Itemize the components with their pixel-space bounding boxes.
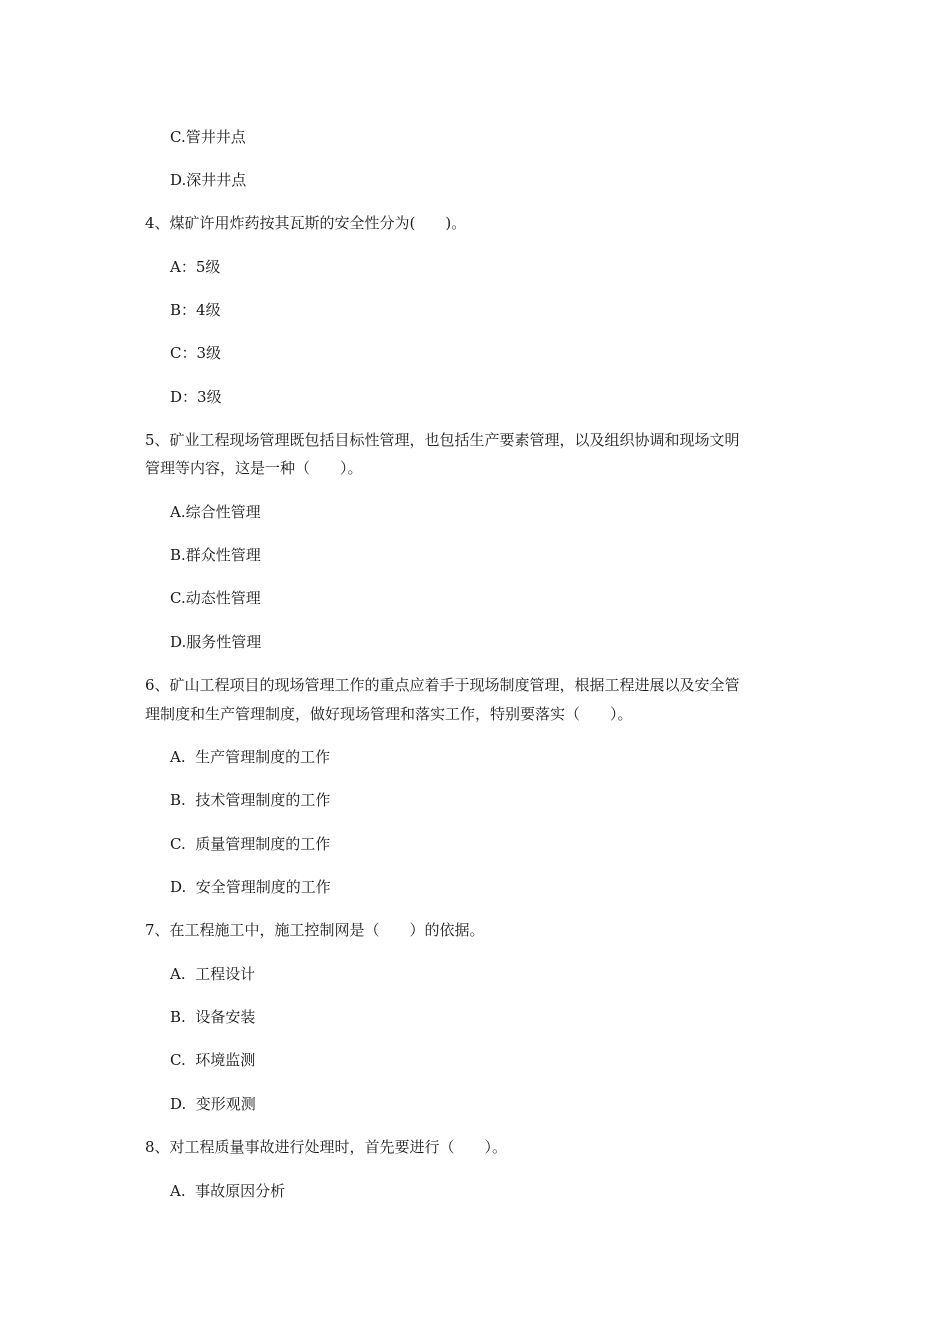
question-4-stem: 4、煤矿许用炸药按其瓦斯的安全性分为( )。 [145, 214, 467, 232]
option-q7-b: B. 设备安装 [170, 1008, 256, 1026]
option-q5-d: D.服务性管理 [170, 633, 262, 651]
option-q7-a: A. 工程设计 [170, 965, 256, 983]
option-q4-d: D：3级 [170, 388, 222, 406]
option-q7-d: D. 变形观测 [170, 1095, 256, 1113]
question-6-stem-line2: 理制度和生产管理制度，做好现场管理和落实工作，特别要落实（ ）。 [145, 705, 633, 723]
option-q6-c: C. 质量管理制度的工作 [170, 835, 331, 853]
option-q3-d: D.深井井点 [170, 171, 247, 189]
option-q5-c: C.动态性管理 [170, 589, 261, 607]
option-q5-b: B.群众性管理 [170, 546, 261, 564]
option-q7-c: C. 环境监测 [170, 1051, 256, 1069]
option-q8-a: A. 事故原因分析 [170, 1182, 286, 1200]
question-6-stem-line1: 6、矿山工程项目的现场管理工作的重点应着手于现场制度管理，根据工程进展以及安全管 [145, 676, 740, 694]
option-q4-b: B：4级 [170, 301, 221, 319]
question-8-stem: 8、对工程质量事故进行处理时，首先要进行（ ）。 [145, 1138, 508, 1156]
option-q4-a: A：5级 [170, 258, 221, 276]
question-7-stem: 7、在工程施工中，施工控制网是（ ）的依据。 [145, 921, 485, 939]
option-q3-c: C.管井井点 [170, 128, 246, 146]
option-q6-b: B. 技术管理制度的工作 [170, 791, 331, 809]
option-q5-a: A.综合性管理 [170, 503, 261, 521]
option-q6-d: D. 安全管理制度的工作 [170, 878, 331, 896]
option-q4-c: C：3级 [170, 344, 222, 362]
option-q6-a: A. 生产管理制度的工作 [170, 748, 331, 766]
question-5-stem-line1: 5、矿业工程现场管理既包括目标性管理，也包括生产要素管理，以及组织协调和现场文明 [145, 431, 740, 449]
question-5-stem-line2: 管理等内容，这是一种（ ）。 [145, 459, 363, 477]
